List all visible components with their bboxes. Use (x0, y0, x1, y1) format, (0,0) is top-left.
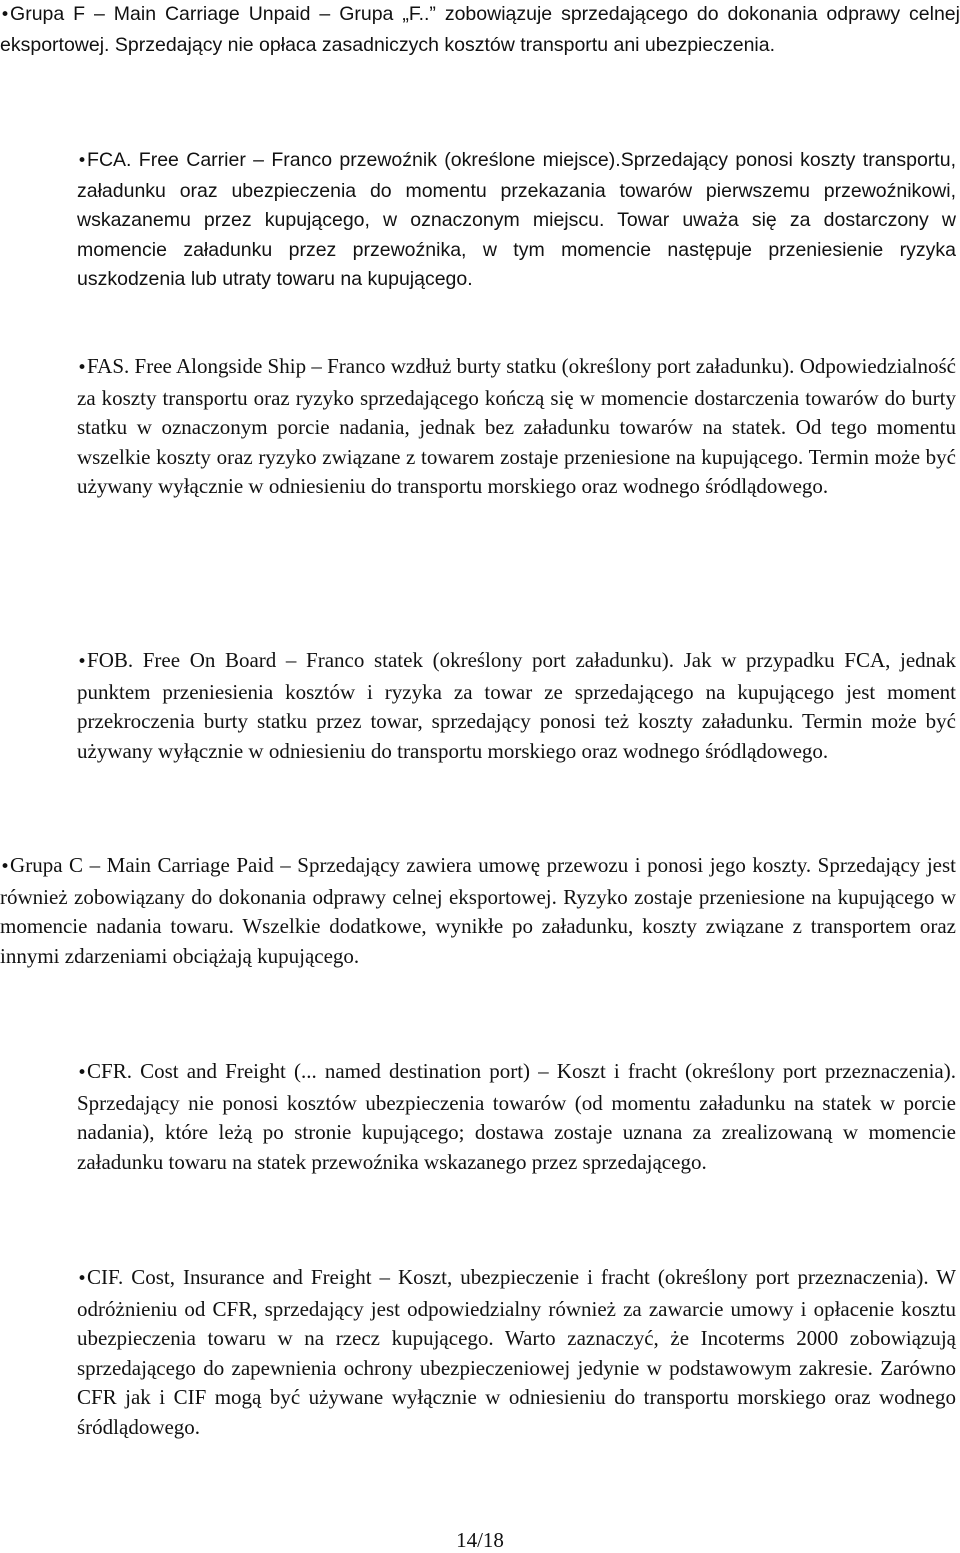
paragraph-cfr (77, 1057, 956, 1177)
page-number: 14/18 (456, 1528, 504, 1552)
bullet-icon: • (77, 1269, 88, 1289)
paragraph-fob (77, 646, 956, 766)
bullet-icon: • (77, 358, 88, 378)
grupa-c-text: Grupa C – Main Carriage Paid – Sprzedający zawiera umowę przewozu i ponosi jego koszty. Sprzedający jest również zobowiązany do dokonania odprawy celnej eksportowej. Ryzyko zostaje przeniesione na kupującego w momencie nadania towaru. Wszelkie dodatkowe, wynikłe po załadunku, koszty związane z transportem oraz innymi zdarzeniami obciążają kupującego. (0, 853, 956, 968)
paragraph-grupa-c (0, 851, 956, 971)
cfr-text: CFR. Cost and Freight (... named destination port) – Koszt i fracht (określony port przeznaczenia). Sprzedający nie ponosi kosztów ubezpieczenia towarów (od momentu załadunku na statek w porcie nadania), które leżą po stronie kupującego; dostawa zostaje uznana za zrealizowaną w momencie załadunku towaru na statek przewoźnika wskazanego przez sprzedającego. (77, 1059, 956, 1174)
paragraph-cif (77, 1263, 956, 1443)
paragraph-fas (77, 352, 956, 502)
bullet-icon: • (0, 5, 11, 25)
bullet-icon: • (0, 857, 11, 877)
paragraph-grupa-f (0, 0, 960, 60)
bullet-icon: • (77, 1063, 88, 1083)
grupa-f-text: Grupa F – Main Carriage Unpaid – Grupa „F..” zobowiązuje sprzedającego do dokonania odprawy celnej eksportowej. Sprzedający nie opłaca zasadniczych kosztów transportu ani ubezpieczenia. (0, 3, 960, 56)
fob-text: FOB. Free On Board – Franco statek (określony port załadunku). Jak w przypadku FCA, jednak punktem przeniesienia kosztów i ryzyka za towar ze sprzedającego na kupującego jest moment przekroczenia burty statku przez towar, sprzedający ponosi też koszty załadunku. Termin może być używany wyłącznie w odniesieniu do transportu morskiego oraz wodnego śródlądowego. (77, 648, 956, 763)
paragraph-fca (77, 146, 956, 295)
fas-text: FAS. Free Alongside Ship – Franco wzdłuż burty statku (określony port załadunku). Odpowiedzialność za koszty transportu oraz ryzyko sprzedającego kończą się w momencie dostarczenia towarów do burty statku w oznaczonym porcie nadania, jednak bez załadunku towarów na statek. Od tego momentu wszelkie koszty oraz ryzyko związane z towarem zostaje przeniesione na kupującego. Termin może być używany wyłącznie w odniesieniu do transportu morskiego oraz wodnego śródlądowego. (77, 354, 956, 499)
bullet-icon: • (77, 151, 88, 171)
fca-body-text: Sprzedający ponosi koszty transportu, załadunku oraz ubezpieczenia do momentu przekazania towarów pierwszemu przewoźnikowi, wskazanemu przez kupującego, w oznaczonym miejscu. Towar uważa się za dostarczony w momencie załadunku przez przewoźnika, w tym momencie następuje przeniesienie ryzyka uszkodzenia lub utraty towaru na kupującego. (77, 149, 956, 291)
cif-text: CIF. Cost, Insurance and Freight – Koszt, ubezpieczenie i fracht (określony port przeznaczenia). W odróżnieniu od CFR, sprzedający jest odpowiedzialny również za zawarcie umowy i opłacenie kosztu ubezpieczenia towaru w na rzecz kupującego. Warto zaznaczyć, że Incoterms 2000 zobowiązują sprzedającego do zapewnienia ochrony ubezpieczeniowej jedynie w podstawowym zakresie. Zarówno CFR jak i CIF mogą być używane wyłącznie w odniesieniu do transportu morskiego oraz wodnego śródlądowego. (77, 1265, 956, 1439)
bullet-icon: • (77, 652, 88, 672)
fca-lead-text: FCA. Free Carrier – Franco przewoźnik (określone miejsce). (87, 149, 621, 171)
